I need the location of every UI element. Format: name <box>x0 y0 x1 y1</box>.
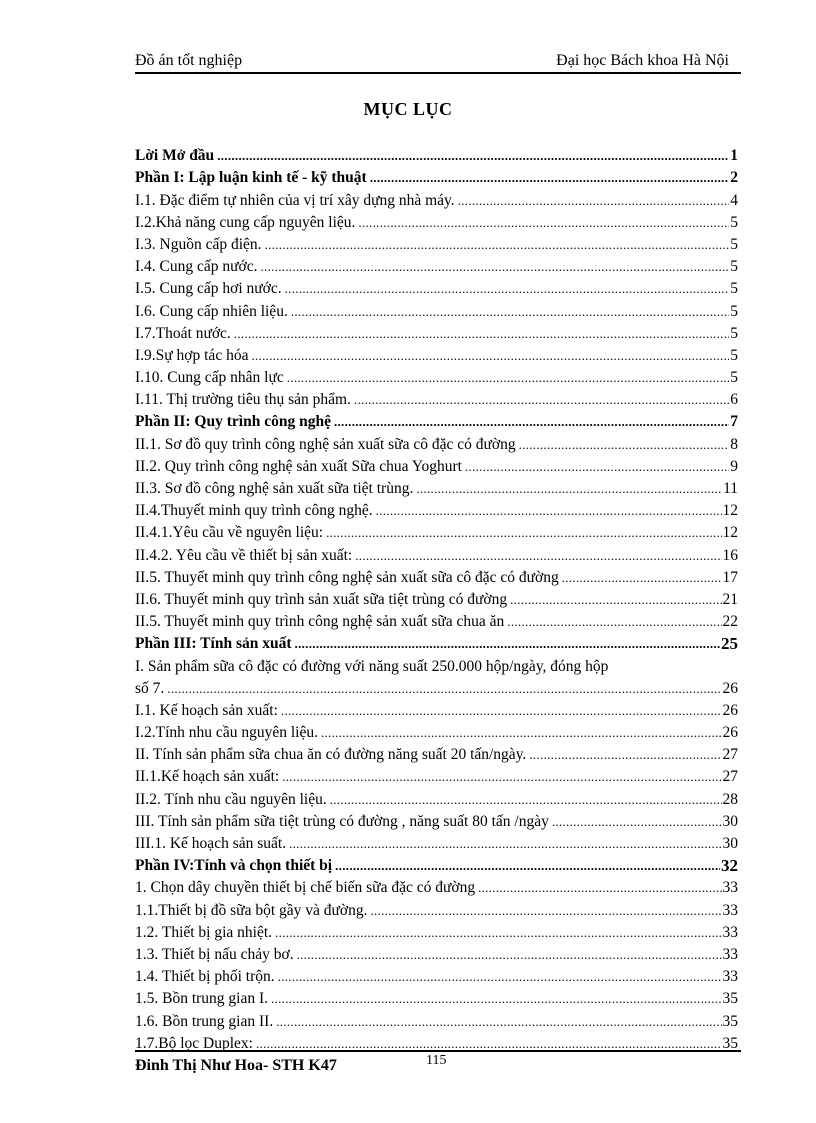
toc-entry-title: II.4.Thuyết minh quy trình công nghệ. <box>135 502 373 520</box>
toc-dot-leader <box>281 705 722 717</box>
toc-entry-page: 25 <box>721 634 738 654</box>
toc-entry-title: I.11. Thị trường tiêu thụ sản phẩm. <box>135 391 351 409</box>
toc-entry-title: II.2. Quy trình công nghệ sản xuất Sữa chua Yoghurt <box>135 457 462 475</box>
toc-entry <box>135 964 738 986</box>
toc-dot-leader <box>529 749 721 761</box>
toc-entry-page: 5 <box>730 302 738 320</box>
toc-dot-leader <box>251 350 729 362</box>
toc-entry-page: 5 <box>730 324 738 342</box>
toc-dot-leader <box>376 505 722 517</box>
toc-entry-page: 5 <box>730 235 738 253</box>
toc-dot-leader <box>271 993 721 1005</box>
toc-entry <box>135 276 738 298</box>
toc-entry-page: 5 <box>730 258 738 276</box>
toc-entry-title: 1.2. Thiết bị gia nhiệt. <box>135 923 273 941</box>
toc-dot-leader <box>355 550 721 562</box>
toc-entry <box>135 809 738 831</box>
toc-entry-page: 28 <box>722 790 738 808</box>
toc-dot-leader <box>334 416 729 428</box>
footer-divider <box>135 1050 741 1052</box>
toc-entry <box>135 210 738 232</box>
toc-entry <box>135 476 738 498</box>
toc-dot-leader <box>552 816 722 828</box>
toc-entry <box>135 920 738 942</box>
toc-entry-title: Phần I: Lập luận kinh tế - kỹ thuật <box>135 169 367 187</box>
toc-entry-title: I.6. Cung cấp nhiên liệu. <box>135 302 288 320</box>
toc-section-heading <box>135 853 738 875</box>
toc-entry-page: 33 <box>722 923 738 941</box>
toc-entry <box>135 942 738 964</box>
toc-entry-page: 8 <box>730 435 738 453</box>
page-title: MỤC LỤC <box>363 99 453 119</box>
toc-entry-page: 12 <box>722 502 738 520</box>
toc-entry-page: 35 <box>722 990 738 1008</box>
toc-entry <box>135 187 738 209</box>
toc-entry-page: 30 <box>722 835 738 852</box>
toc-entry-page: 30 <box>722 812 738 830</box>
toc-section-heading <box>135 409 738 431</box>
toc-dot-leader <box>265 239 730 251</box>
toc-entry <box>135 520 738 542</box>
toc-dot-leader <box>507 616 721 628</box>
toc-entry-title: 1.1.Thiết bị đồ sữa bột gầy và đường. <box>135 901 368 919</box>
toc-entry-page: 22 <box>722 613 738 631</box>
toc-entry <box>135 786 738 808</box>
toc-entry-page: 26 <box>722 724 738 742</box>
toc-section-heading <box>135 143 738 165</box>
toc-entry <box>135 875 738 897</box>
toc-entry-title: 1.4. Thiết bị phối trộn. <box>135 968 275 986</box>
toc-entry-page: 5 <box>730 369 738 387</box>
toc-dot-leader <box>167 683 721 695</box>
toc-section-heading <box>135 631 738 653</box>
toc-entry-page: 33 <box>722 968 738 986</box>
toc-entry-title: II.1. Sơ đồ quy trình công nghệ sản xuất sữa cô đặc có đường <box>135 435 516 453</box>
toc-entry <box>135 298 738 320</box>
toc-entry <box>135 365 738 387</box>
toc-entry <box>135 431 738 453</box>
toc-entry-continuation <box>135 676 738 698</box>
toc-entry-title: I. Sản phẩm sữa cô đặc có đường với năng suất 250.000 hộp/ngày, đóng hộp <box>135 657 609 675</box>
toc-entry-title: I.1. Kế hoạch sản xuất: <box>135 701 278 719</box>
toc-entry-page: 1 <box>730 147 738 165</box>
toc-entry <box>135 1008 738 1030</box>
toc-dot-leader <box>295 638 720 650</box>
toc-entry <box>135 387 738 409</box>
header-left-text: Đồ án tốt nghiệp <box>135 52 243 69</box>
toc-entry-page: 35 <box>722 1012 738 1030</box>
toc-entry-page: 5 <box>730 346 738 364</box>
toc-entry <box>135 764 738 786</box>
toc-entry-title: I.2.Tính nhu cầu nguyên liệu. <box>135 724 318 742</box>
toc-entry-page: 33 <box>722 879 738 897</box>
toc-entry <box>135 897 738 919</box>
table-of-contents <box>135 143 738 1053</box>
toc-dot-leader <box>321 727 722 739</box>
toc-entry-page: 26 <box>722 679 738 697</box>
toc-entry-title: I.2.Khả năng cung cấp nguyên liệu. <box>135 213 356 231</box>
toc-dot-leader <box>335 860 720 872</box>
toc-entry-page: 7 <box>730 413 738 431</box>
page-header <box>135 50 741 74</box>
toc-entry-title: II.6. Thuyết minh quy trình sản xuất sữa tiệt trùng có đường <box>135 590 508 608</box>
toc-entry-title: I.10. Cung cấp nhân lực <box>135 369 284 387</box>
toc-entry-title: 1.5. Bồn trung gian I. <box>135 990 269 1008</box>
toc-entry-title: Phần II: Quy trình công nghệ <box>135 413 331 431</box>
toc-entry-title-continued: số 7. <box>135 679 165 697</box>
toc-dot-leader <box>416 483 722 495</box>
toc-entry <box>135 698 738 720</box>
toc-entry-page: 33 <box>722 901 738 919</box>
toc-entry-title: II.2. Tính nhu cầu nguyên liệu. <box>135 790 327 808</box>
toc-entry-page: 2 <box>730 169 738 187</box>
toc-entry-title: III.1. Kế hoạch sản suất. <box>135 835 287 852</box>
toc-entry-title: Phần III: Tính sản xuất <box>135 635 292 653</box>
toc-entry-page: 6 <box>730 391 738 409</box>
toc-entry-title: II.5. Thuyết minh quy trình công nghệ sản xuất sữa chua ăn <box>135 613 505 631</box>
toc-dot-leader <box>291 306 729 318</box>
toc-entry-page: 35 <box>722 1034 738 1052</box>
toc-entry-page: 32 <box>721 856 738 876</box>
toc-dot-leader <box>370 172 730 184</box>
toc-entry-page: 21 <box>722 590 738 608</box>
toc-dot-leader <box>261 261 730 273</box>
toc-entry-title: I.4. Cung cấp nước. <box>135 258 258 276</box>
toc-dot-leader <box>282 771 721 783</box>
toc-entry <box>135 720 738 742</box>
toc-entry-page: 27 <box>722 746 738 764</box>
toc-dot-leader <box>287 372 730 384</box>
toc-dot-leader <box>289 838 721 850</box>
toc-dot-leader <box>326 527 721 539</box>
toc-entry-page: 33 <box>722 945 738 963</box>
footer-page-number: 115 <box>426 1053 447 1068</box>
toc-dot-leader <box>276 1016 721 1028</box>
toc-entry <box>135 232 738 254</box>
toc-dot-leader <box>371 905 722 917</box>
toc-entry-page: 4 <box>730 191 738 209</box>
toc-entry-title: I.9.Sự hợp tác hóa <box>135 346 249 364</box>
toc-entry-title: I.1. Đặc điểm tự nhiên của vị trí xây dựng nhà máy. <box>135 191 455 209</box>
toc-entry-page: 26 <box>722 701 738 719</box>
toc-entry <box>135 498 738 520</box>
toc-entry <box>135 587 738 609</box>
toc-dot-leader <box>330 794 722 806</box>
toc-entry <box>135 454 738 476</box>
toc-dot-leader <box>297 949 722 961</box>
toc-entry-page: 16 <box>722 546 738 564</box>
toc-entry-title: I.3. Nguồn cấp điện. <box>135 235 262 253</box>
toc-entry-page: 17 <box>722 568 738 586</box>
toc-dot-leader <box>510 594 721 606</box>
toc-entry <box>135 321 738 343</box>
toc-entry-title: III. Tính sản phẩm sữa tiệt trùng có đường , năng suất 80 tấn /ngày <box>135 812 549 830</box>
toc-entry-page: 5 <box>730 280 738 298</box>
toc-dot-leader <box>354 394 729 406</box>
toc-entry-page: 5 <box>730 213 738 231</box>
toc-entry-title: II.4.2. Yêu cầu về thiết bị sản xuất: <box>135 546 353 564</box>
toc-entry-page: 9 <box>730 457 738 475</box>
toc-entry-title: 1.6. Bồn trung gian II. <box>135 1012 274 1030</box>
toc-section-heading <box>135 165 738 187</box>
toc-dot-leader <box>358 217 729 229</box>
toc-entry <box>135 653 738 675</box>
toc-entry-page: 12 <box>722 524 738 542</box>
toc-dot-leader <box>278 971 722 983</box>
toc-entry-title: II. Tính sản phẩm sữa chua ăn có đường năng suất 20 tấn/ngày. <box>135 746 527 764</box>
toc-entry <box>135 542 738 564</box>
toc-entry-title: II.1.Kế hoạch sản xuất: <box>135 768 280 786</box>
toc-dot-leader <box>234 328 729 340</box>
toc-entry-title: Lời Mở đầu <box>135 147 215 165</box>
toc-dot-leader <box>256 1038 722 1050</box>
toc-entry-title: II.3. Sơ đồ công nghệ sản xuất sữa tiệt trùng. <box>135 480 414 497</box>
toc-dot-leader <box>285 283 730 295</box>
toc-entry-title: Phần IV:Tính và chọn thiết bị <box>135 857 333 875</box>
toc-entry-title: II.4.1.Yêu cầu về nguyên liệu: <box>135 524 324 542</box>
toc-dot-leader <box>562 572 722 584</box>
toc-entry <box>135 609 738 631</box>
toc-entry-title: II.5. Thuyết minh quy trình công nghệ sản xuất sữa cô đặc có đường <box>135 568 559 586</box>
toc-entry <box>135 565 738 587</box>
toc-entry <box>135 343 738 365</box>
toc-dot-leader <box>465 461 729 473</box>
toc-dot-leader <box>275 927 721 939</box>
footer-author: Đinh Thị Như Hoa- STH K47 <box>135 1057 337 1074</box>
toc-entry <box>135 254 738 276</box>
toc-entry-title: I.7.Thoát nước. <box>135 324 231 342</box>
toc-dot-leader <box>519 439 730 451</box>
toc-entry <box>135 742 738 764</box>
header-right-text: Đại học Bách khoa Hà Nội <box>556 52 729 69</box>
toc-dot-leader <box>458 195 730 207</box>
toc-entry-page: 27 <box>722 768 738 786</box>
toc-dot-leader <box>217 150 729 162</box>
toc-entry-title: 1.7.Bộ lọc Duplex: <box>135 1034 253 1052</box>
toc-entry <box>135 831 738 853</box>
toc-entry-title: 1.3. Thiết bị nấu chảy bơ. <box>135 945 294 963</box>
toc-entry-title: I.5. Cung cấp hơi nước. <box>135 280 282 298</box>
toc-entry-title: 1. Chọn dây chuyền thiết bị chế biến sữa đặc có đường <box>135 879 476 897</box>
toc-dot-leader <box>478 882 721 894</box>
toc-entry-page: 11 <box>723 480 738 497</box>
toc-entry <box>135 986 738 1008</box>
